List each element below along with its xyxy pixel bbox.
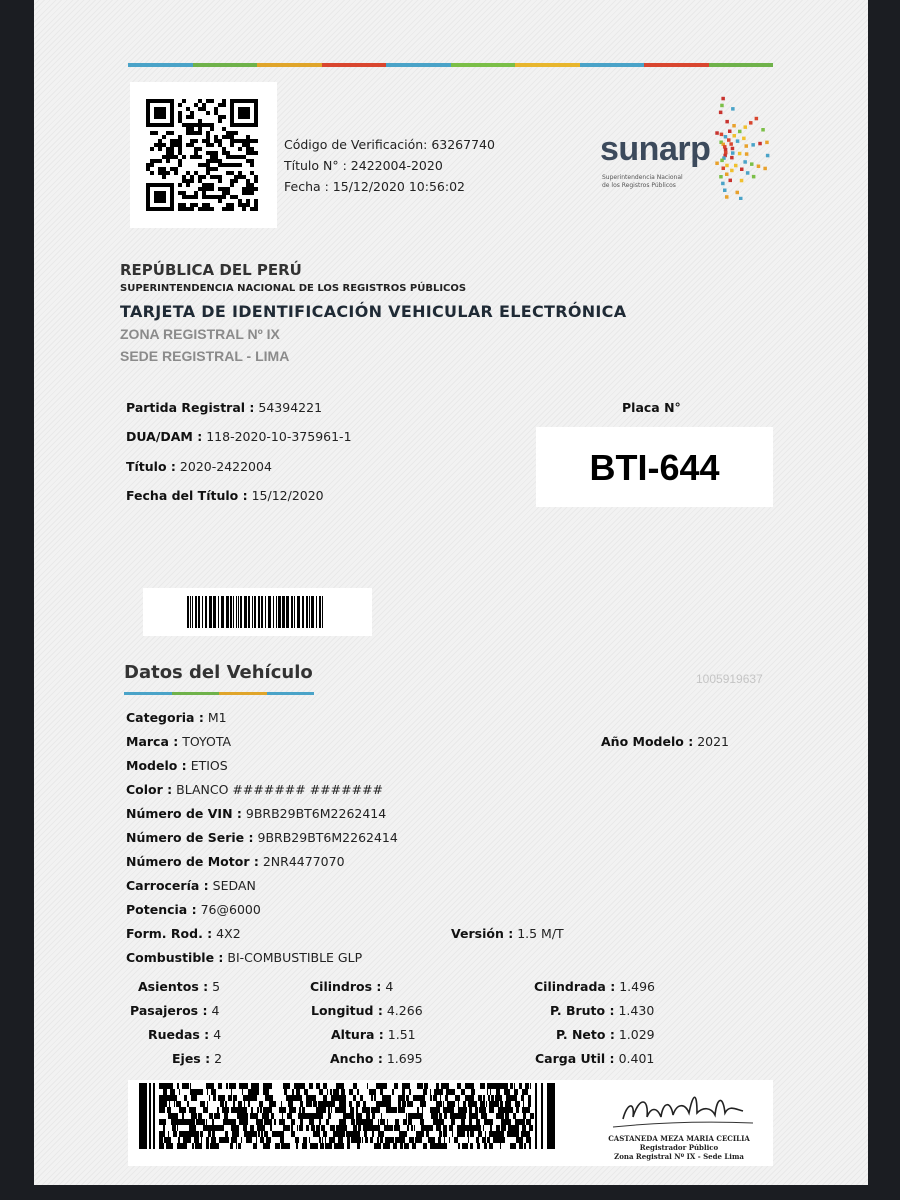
ejes-label: Ejes :	[172, 1051, 211, 1066]
formrod-field	[126, 926, 241, 941]
ancho-field	[330, 1051, 423, 1066]
marca-value: TOYOTA	[182, 734, 232, 749]
signer-office: Zona Registral Nº IX - Sede Lima	[614, 1152, 744, 1161]
dua-field	[126, 429, 352, 444]
anio-label: Año Modelo :	[601, 734, 694, 749]
pbruto-label: P. Bruto :	[550, 1003, 615, 1018]
pneto-label: P. Neto :	[556, 1027, 615, 1042]
ruedas-label: Ruedas :	[148, 1027, 210, 1042]
plate-label: Placa N°	[622, 400, 681, 415]
longitud-value: 4.266	[386, 1003, 423, 1018]
modelo-field	[126, 758, 228, 773]
sunarp-logo	[600, 92, 790, 202]
partida-label: Partida Registral :	[126, 400, 255, 415]
cilindros-value: 4	[385, 979, 394, 994]
serie-field	[126, 830, 398, 845]
small-barcode	[143, 588, 372, 636]
partida-field	[126, 400, 322, 415]
ejes-value: 2	[214, 1051, 223, 1066]
ruedas-value: 4	[213, 1027, 222, 1042]
carga-field	[535, 1051, 654, 1066]
version-label: Versión :	[451, 926, 514, 941]
categoria-value: M1	[207, 710, 227, 725]
heading-underline	[124, 692, 314, 695]
version-value: 1.5 M/T	[517, 926, 564, 941]
potencia-field	[126, 902, 261, 917]
marca-field	[126, 734, 231, 749]
carroceria-field	[126, 878, 256, 893]
potencia-label: Potencia :	[126, 902, 197, 917]
registry-number: 1005919637	[696, 672, 763, 686]
version-field	[451, 926, 564, 941]
vin-value: 9BRB29BT6M2262414	[245, 806, 387, 821]
signer-name: CASTANEDA MEZA MARIA CECILIA	[608, 1134, 750, 1143]
modelo-label: Modelo :	[126, 758, 187, 773]
issue-date: Fecha : 15/12/2020 10:56:02	[284, 179, 465, 194]
pasajeros-field	[130, 1003, 219, 1018]
marca-label: Marca :	[126, 734, 179, 749]
formrod-value: 4X2	[216, 926, 241, 941]
signature-block	[585, 1083, 773, 1165]
carga-value: 0.401	[618, 1051, 655, 1066]
plate-number: BTI-644	[589, 447, 720, 488]
zone-heading: ZONA REGISTRAL Nº IX	[120, 326, 280, 342]
titulo-value: 2020-2422004	[179, 459, 272, 474]
logo-subtitle-line1: Superintendencia Nacional	[602, 174, 683, 181]
cilindrada-field	[534, 979, 655, 994]
logo-subtitle	[602, 174, 683, 190]
anio-value: 2021	[697, 734, 729, 749]
combustible-label: Combustible :	[126, 950, 224, 965]
altura-field	[331, 1027, 416, 1042]
asientos-label: Asientos :	[138, 979, 209, 994]
categoria-label: Categoria :	[126, 710, 204, 725]
longitud-field	[311, 1003, 423, 1018]
pdf417-barcode-icon	[139, 1083, 559, 1149]
ancho-label: Ancho :	[330, 1051, 383, 1066]
titulo-label: Título :	[126, 459, 176, 474]
fecha-titulo-label: Fecha del Título :	[126, 488, 248, 503]
cilindros-field	[310, 979, 393, 994]
vin-label: Número de VIN :	[126, 806, 242, 821]
sede-heading: SEDE REGISTRAL - LIMA	[120, 348, 290, 364]
pneto-value: 1.029	[618, 1027, 655, 1042]
pbruto-field	[550, 1003, 654, 1018]
pasajeros-label: Pasajeros :	[130, 1003, 208, 1018]
pasajeros-value: 4	[211, 1003, 220, 1018]
pneto-field	[556, 1027, 655, 1042]
anio-field	[601, 734, 729, 749]
cilindrada-label: Cilindrada :	[534, 979, 616, 994]
dua-label: DUA/DAM :	[126, 429, 203, 444]
ruedas-field	[148, 1027, 221, 1042]
carroceria-label: Carrocería :	[126, 878, 209, 893]
cilindrada-value: 1.496	[619, 979, 656, 994]
ejes-field	[172, 1051, 222, 1066]
titulo-field	[126, 459, 272, 474]
combustible-field	[126, 950, 362, 965]
republic-heading: REPÚBLICA DEL PERÚ	[120, 261, 302, 279]
signer-role: Registrador Público	[639, 1143, 719, 1152]
longitud-label: Longitud :	[311, 1003, 383, 1018]
fecha-titulo-field	[126, 488, 324, 503]
carga-label: Carga Util :	[535, 1051, 615, 1066]
title-number: Título N° : 2422004-2020	[284, 158, 443, 173]
verification-code: Código de Verificación: 63267740	[284, 137, 495, 152]
asientos-field	[138, 979, 220, 994]
verification-block	[284, 134, 495, 197]
categoria-field	[126, 710, 227, 725]
asientos-value: 5	[212, 979, 221, 994]
qr-code	[130, 82, 277, 228]
modelo-value: ETIOS	[190, 758, 228, 773]
pbruto-value: 1.430	[618, 1003, 655, 1018]
barcode-icon	[187, 596, 327, 628]
altura-value: 1.51	[387, 1027, 416, 1042]
signature-icon	[593, 1083, 765, 1135]
motor-label: Número de Motor :	[126, 854, 259, 869]
motor-field	[126, 854, 345, 869]
vin-field	[126, 806, 386, 821]
logo-wordmark: sunarp	[600, 130, 711, 168]
dua-value: 118-2020-10-375961-1	[206, 429, 352, 444]
combustible-value: BI-COMBUSTIBLE GLP	[227, 950, 363, 965]
serie-label: Número de Serie :	[126, 830, 254, 845]
color-label: Color :	[126, 782, 173, 797]
cilindros-label: Cilindros :	[310, 979, 382, 994]
ancho-value: 1.695	[386, 1051, 423, 1066]
altura-label: Altura :	[331, 1027, 384, 1042]
motor-value: 2NR4477070	[262, 854, 345, 869]
qr-code-icon	[146, 99, 258, 211]
logo-subtitle-line2: de los Registros Públicos	[602, 182, 676, 189]
vehicle-data-heading: Datos del Vehículo	[124, 662, 313, 683]
document-title: TARJETA DE IDENTIFICACIÓN VEHICULAR ELECTRÓNICA	[120, 302, 627, 321]
color-value: BLANCO ####### #######	[176, 782, 384, 797]
color-field	[126, 782, 383, 797]
agency-heading: SUPERINTENDENCIA NACIONAL DE LOS REGISTROS PÚBLICOS	[120, 283, 467, 294]
serie-value: 9BRB29BT6M2262414	[257, 830, 398, 845]
fecha-titulo-value: 15/12/2020	[251, 488, 324, 503]
carroceria-value: SEDAN	[212, 878, 256, 893]
plate-box	[536, 427, 773, 507]
formrod-label: Form. Rod. :	[126, 926, 213, 941]
partida-value: 54394221	[258, 400, 323, 415]
vehicle-id-card	[34, 0, 868, 1185]
signer-details	[585, 1134, 773, 1161]
top-color-bar	[128, 63, 773, 67]
potencia-value: 76@6000	[200, 902, 261, 917]
